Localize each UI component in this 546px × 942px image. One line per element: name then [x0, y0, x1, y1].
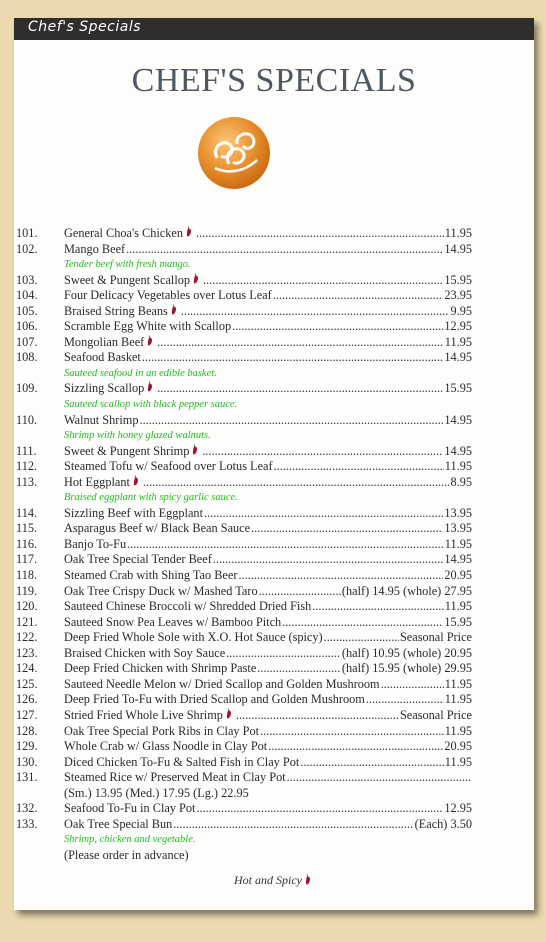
menu-item	[16, 521, 472, 537]
item-description: Braised eggplant with spicy garlic sauce.	[64, 492, 238, 504]
menu-item	[16, 273, 472, 289]
menu-item	[16, 335, 472, 351]
page-title: CHEF'S SPECIALS	[131, 62, 417, 99]
menu-item	[16, 584, 472, 600]
menu-item	[16, 242, 472, 258]
dot-leader	[287, 770, 471, 786]
dot-leader	[142, 350, 443, 366]
item-price: 11.95	[444, 226, 472, 240]
item-price: 11.95	[444, 459, 472, 474]
item-name: Sweet & Pungent Shrimp	[64, 443, 190, 458]
item-number: 110.	[16, 412, 38, 427]
menu-item	[16, 304, 472, 320]
dot-leader	[196, 801, 443, 817]
dot-leader	[226, 646, 341, 662]
item-price: 11.95	[444, 599, 472, 614]
item-price: 8.95	[450, 474, 472, 489]
dot-leader	[196, 226, 444, 242]
menu-item	[16, 817, 472, 833]
item-name: Mango Beef	[64, 241, 126, 256]
pepper-icon	[305, 874, 311, 885]
menu-item	[16, 724, 472, 740]
menu-card	[14, 18, 534, 910]
item-price: 11.95	[444, 536, 472, 551]
item-price: (half) 15.95 (whole) 29.95	[341, 661, 472, 676]
item-price: Seasonal Price	[399, 630, 472, 645]
item-number: 114.	[16, 505, 38, 520]
pepper-icon	[192, 444, 198, 455]
item-description: Tender beef with fresh mango.	[64, 259, 191, 271]
item-number: 112.	[16, 459, 38, 474]
menu-list	[16, 226, 472, 863]
dot-leader	[127, 537, 444, 553]
item-price: 23.95	[444, 288, 472, 303]
item-price: 15.95	[444, 381, 472, 396]
dot-leader	[157, 335, 444, 351]
item-number: 108.	[16, 350, 38, 365]
menu-item	[16, 677, 472, 693]
dot-leader	[204, 506, 443, 522]
menu-item	[16, 288, 472, 304]
item-name: Scramble Egg White with Scallop	[64, 319, 232, 334]
menu-item	[16, 552, 472, 568]
item-description: Shrimp, chicken and vegetable.	[64, 834, 196, 846]
dot-leader	[260, 724, 444, 740]
item-name: Oak Tree Special Tender Beef	[64, 552, 212, 567]
item-price: 11.95	[444, 723, 472, 738]
item-price: 11.95	[444, 676, 472, 691]
pepper-icon	[193, 273, 199, 284]
item-price: 15.95	[444, 614, 472, 629]
item-name: Sweet & Pungent Scallop	[64, 272, 191, 287]
dot-leader	[238, 568, 443, 584]
item-name: Four Delicacy Vegetables over Lotus Leaf	[64, 288, 272, 303]
item-number: 120.	[16, 599, 38, 614]
pepper-icon	[133, 475, 139, 486]
item-note: (Sm.) 13.95 (Med.) 17.95 (Lg.) 22.95	[64, 785, 249, 800]
item-number: 131.	[16, 770, 38, 785]
dot-leader	[140, 413, 444, 429]
menu-item	[16, 801, 472, 817]
item-number: 119.	[16, 583, 38, 598]
item-number: 129.	[16, 739, 38, 754]
item-name: Hot Eggplant	[64, 474, 130, 489]
item-price: 20.95	[444, 739, 472, 754]
menu-item	[16, 381, 472, 397]
menu-item	[16, 661, 472, 677]
item-number: 123.	[16, 645, 38, 660]
item-name: Steamed Rice w/ Preserved Meat in Clay Pot	[64, 770, 286, 785]
item-number: 125.	[16, 676, 38, 691]
item-name: Braised Chicken with Soy Sauce	[64, 645, 226, 660]
item-price: 20.95	[444, 568, 472, 583]
dot-leader	[282, 615, 443, 631]
item-number: 121.	[16, 614, 38, 629]
restaurant-logo	[197, 116, 271, 190]
dot-leader	[381, 677, 444, 693]
item-name: Banjo To-Fu	[64, 536, 127, 551]
item-name: Sauteed Snow Pea Leaves w/ Bamboo Pitch	[64, 614, 282, 629]
dot-leader	[203, 273, 443, 289]
dot-leader	[232, 319, 443, 335]
spicy-legend-label: Hot and Spicy	[234, 873, 302, 887]
dot-leader	[366, 692, 444, 708]
dot-leader	[259, 584, 341, 600]
item-name: Steamed Crab with Shing Tao Beer	[64, 568, 238, 583]
tab-title: Chef's Specials	[28, 19, 142, 35]
menu-item	[16, 459, 472, 475]
dot-leader	[213, 552, 444, 568]
item-name: Oak Tree Crispy Duck w/ Mashed Taro	[64, 583, 258, 598]
menu-item	[16, 444, 472, 460]
item-name: Braised String Beans	[64, 303, 168, 318]
item-price: (half) 10.95 (whole) 20.95	[341, 645, 472, 660]
item-price: 12.95	[444, 801, 472, 816]
dot-leader	[181, 304, 450, 320]
item-number: 109.	[16, 381, 38, 396]
pepper-icon	[147, 335, 153, 346]
item-number: 127.	[16, 707, 38, 722]
item-number: 117.	[16, 552, 38, 567]
item-number: 122.	[16, 630, 38, 645]
item-number: 106.	[16, 319, 38, 334]
item-number: 128.	[16, 723, 38, 738]
item-name: Mongolian Beef	[64, 334, 145, 349]
item-name: Diced Chicken To-Fu & Salted Fish in Clay Pot	[64, 754, 300, 769]
item-price: (half) 14.95 (whole) 27.95	[341, 583, 472, 598]
item-number: 107.	[16, 334, 38, 349]
dot-leader	[324, 630, 399, 646]
menu-item	[16, 599, 472, 615]
item-name: Sizzling Scallop	[64, 381, 145, 396]
pepper-icon	[171, 304, 177, 315]
item-number: 104.	[16, 288, 38, 303]
item-price: 13.95	[444, 505, 472, 520]
item-name: Walnut Shrimp	[64, 412, 139, 427]
item-name: Asparagus Beef w/ Black Bean Sauce	[64, 521, 251, 536]
menu-item	[16, 646, 472, 662]
item-name: Sauteed Chinese Broccoli w/ Shredded Dried Fish	[64, 599, 312, 614]
menu-item	[16, 568, 472, 584]
item-name: Sauteed Needle Melon w/ Dried Scallop and Golden Mushroom	[64, 676, 380, 691]
pepper-icon	[147, 381, 153, 392]
item-name: Seafood To-Fu in Clay Pot	[64, 801, 196, 816]
dot-leader	[274, 459, 444, 475]
dot-leader	[126, 242, 443, 258]
title-tab	[14, 18, 534, 40]
item-price: 14.95	[444, 552, 472, 567]
dot-leader	[143, 475, 450, 491]
dot-leader	[173, 817, 413, 833]
item-name: Oak Tree Special Bun	[64, 816, 173, 831]
dot-leader	[236, 708, 399, 724]
item-name: Whole Crab w/ Glass Noodle in Clay Pot	[64, 739, 268, 754]
dot-leader	[273, 288, 444, 304]
menu-item	[16, 615, 472, 631]
menu-item	[16, 413, 472, 429]
item-number: 115.	[16, 521, 38, 536]
item-name: Stried Fried Whole Live Shrimp	[64, 707, 223, 722]
item-price: 14.95	[444, 412, 472, 427]
menu-item	[16, 692, 472, 708]
menu-item	[16, 755, 472, 771]
item-price: 14.95	[444, 350, 472, 365]
item-number: 130.	[16, 754, 38, 769]
item-price: Seasonal Price	[399, 707, 472, 722]
item-price: 15.95	[444, 272, 472, 287]
menu-item	[16, 630, 472, 646]
item-description: Sauteed scallop with black pepper sauce.	[64, 399, 238, 411]
item-name: Seafood Basket	[64, 350, 141, 365]
item-number: 113.	[16, 474, 38, 489]
item-price: 12.95	[444, 319, 472, 334]
item-number: 133.	[16, 816, 38, 831]
item-name: General Choa's Chicken	[64, 226, 183, 240]
menu-item	[16, 537, 472, 553]
item-price: 11.95	[444, 754, 472, 769]
item-name: Deep Fried Whole Sole with X.O. Hot Sauce (spicy)	[64, 630, 323, 645]
item-price: 9.95	[450, 303, 472, 318]
pepper-icon	[226, 708, 232, 719]
menu-item	[16, 739, 472, 755]
item-number: 126.	[16, 692, 38, 707]
dot-leader	[157, 381, 443, 397]
item-price: 11.95	[444, 692, 472, 707]
dot-leader	[251, 521, 443, 537]
menu-item	[16, 319, 472, 335]
menu-item	[16, 506, 472, 522]
item-number: 124.	[16, 661, 38, 676]
item-price: (Each) 3.50	[414, 816, 472, 831]
menu-item	[16, 350, 472, 366]
dot-leader	[202, 444, 443, 460]
item-number: 102.	[16, 241, 38, 256]
pepper-icon	[186, 226, 192, 237]
menu-item	[16, 770, 472, 786]
item-number: 111.	[16, 443, 37, 458]
item-price: 13.95	[444, 521, 472, 536]
menu-item	[16, 226, 472, 242]
item-price: 14.95	[444, 241, 472, 256]
menu-item	[16, 708, 472, 724]
item-description: Sauteed seafood in an edible basket.	[64, 367, 217, 379]
item-name: Deep Fried Chicken with Shrimp Paste	[64, 661, 257, 676]
dot-leader	[268, 739, 443, 755]
menu-item	[16, 475, 472, 491]
item-number: 103.	[16, 272, 38, 287]
item-number: 105.	[16, 303, 38, 318]
dot-leader	[300, 755, 444, 771]
dot-leader	[312, 599, 444, 615]
item-price: 14.95	[444, 443, 472, 458]
item-name: Oak Tree Special Pork Ribs in Clay Pot	[64, 723, 260, 738]
item-price: 11.95	[444, 334, 472, 349]
item-name: Deep Fried To-Fu with Dried Scallop and Golden Mushroom	[64, 692, 365, 707]
dot-leader	[257, 661, 341, 677]
item-number: 118.	[16, 568, 38, 583]
item-number: 101.	[16, 226, 38, 240]
item-number: 132.	[16, 801, 38, 816]
item-note: (Please order in advance)	[64, 847, 189, 862]
item-name: Steamed Tofu w/ Seafood over Lotus Leaf	[64, 459, 273, 474]
item-description: Shrimp with honey glazed walnuts.	[64, 430, 211, 442]
item-number: 116.	[16, 536, 38, 551]
item-name: Sizzling Beef with Eggplant	[64, 505, 203, 520]
spicy-legend	[14, 873, 534, 888]
